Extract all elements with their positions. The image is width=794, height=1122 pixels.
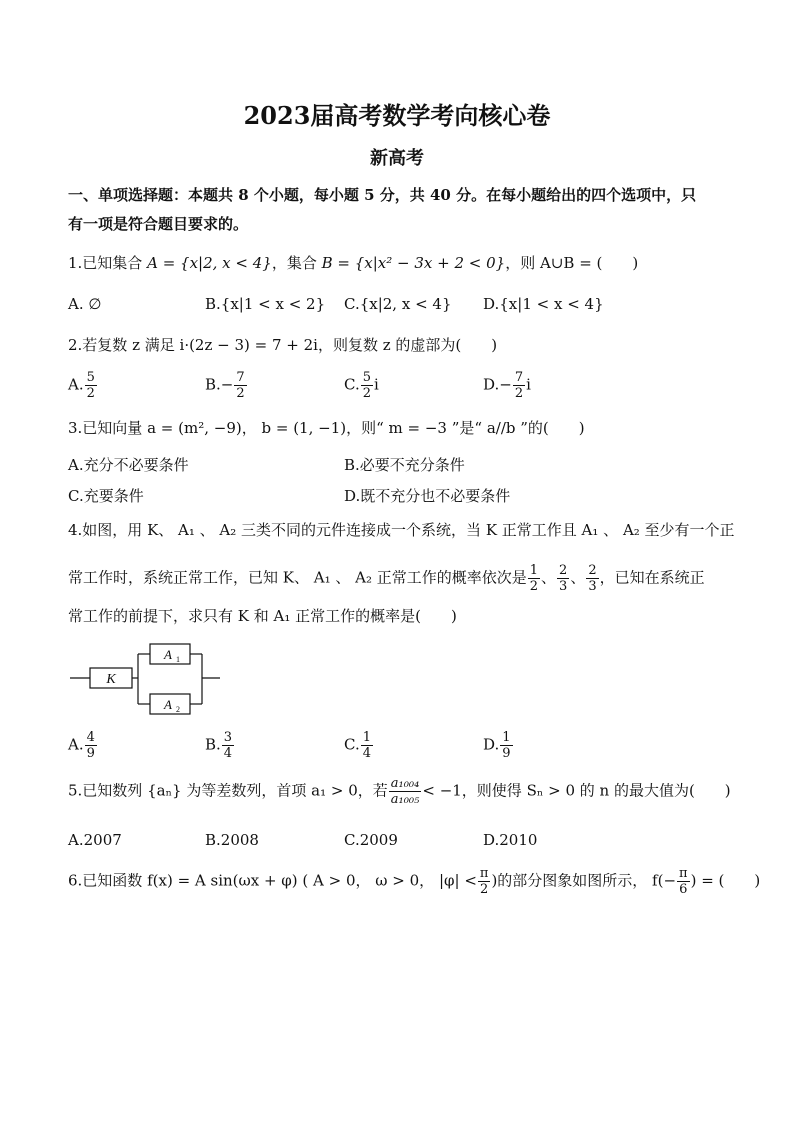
fraction: [234, 370, 246, 401]
option-label: C.: [344, 375, 360, 394]
q4-option-a: [68, 730, 98, 761]
question-4-line3: 常工作的前提下，求只有 K 和 A₁ 正常工作的概率是( ): [68, 607, 457, 625]
option-label: C.: [344, 735, 360, 754]
q2-option-d: [483, 370, 531, 401]
fraction: [513, 370, 525, 401]
q1-mid: ，集合: [271, 254, 317, 272]
component-a2-label: A: [164, 697, 172, 712]
numerator: 5: [362, 370, 371, 385]
numerator: 2: [588, 563, 597, 578]
q4-line2-suffix: ，已知在系统正: [599, 568, 705, 587]
q4-option-d: [483, 730, 514, 761]
denominator: 2: [86, 386, 95, 401]
option-label: D.: [483, 375, 500, 394]
q1-option-b: B.{x|1 < x < 2}: [205, 295, 326, 313]
q1-option-a: A. ∅: [68, 295, 102, 313]
q4-line2-prefix: 常工作时，系统正常工作，已知 K、 A₁ 、 A₂ 正常工作的概率依次是: [68, 568, 527, 587]
option-label: D.: [483, 735, 500, 754]
q6-middle: )的部分图象如图所示， f(−: [491, 871, 677, 890]
question-3-stem: 3.已知向量 a = (m², −9)， b = (1, −1)，则“ m = −3 ”是“ a//b ”的( ): [68, 419, 585, 437]
doc-title: 2023届高考数学考向核心卷: [243, 101, 551, 130]
section-heading: 一、单项选择题：本题共 8 个小题，每小题 5 分，共 40 分。在每小题给出的四个选项中，只: [68, 186, 697, 204]
option-label: A.: [68, 375, 84, 394]
fraction: [361, 730, 373, 761]
option-label: B.: [205, 375, 221, 394]
q3-option-d: D.既不充分也不必要条件: [344, 487, 511, 505]
component-a2-sub: 2: [176, 705, 180, 714]
q5-prefix: 5.已知数列 {aₙ} 为等差数列，首项 a₁ > 0，若: [68, 781, 388, 800]
prob-k: [528, 563, 540, 594]
q1-set-a: A = {x|2, x < 4}: [147, 254, 272, 272]
q5-option-c: C.2009: [344, 831, 398, 849]
doc-subtitle: 新高考: [370, 148, 424, 169]
q1-tail: ，则 A∪B = ( ): [505, 254, 639, 272]
denominator: 2: [514, 386, 524, 401]
option-suffix: i: [374, 375, 379, 394]
question-1-stem: [68, 256, 638, 271]
q6-suffix: ) = ( ): [690, 871, 761, 890]
numerator: π: [679, 866, 688, 881]
numerator: 5: [86, 370, 95, 385]
question-4-line1: 4.如图，用 K、 A₁ 、 A₂ 三类不同的元件连接成一个系统，当 K 正常工作且 A₁ 、 A₂ 至少有一个正: [68, 521, 735, 539]
q5-option-b: B.2008: [205, 831, 259, 849]
denominator: 4: [362, 746, 371, 761]
denominator: 3: [559, 579, 568, 594]
q3-option-a: A.充分不必要条件: [68, 456, 189, 474]
q1-set-b: B = {x|x² − 3x + 2 < 0}: [321, 254, 506, 272]
denominator: a₁₀₀₅: [390, 792, 420, 807]
q3-option-c: C.充要条件: [68, 487, 144, 505]
option-label: A.: [68, 735, 84, 754]
numerator: 1: [362, 730, 371, 745]
q5-option-d: D.2010: [483, 831, 538, 849]
q6-eval-point: [677, 866, 690, 897]
section-heading-cont: 有一项是符合题目要求的。: [68, 215, 249, 233]
denominator: 4: [223, 746, 233, 761]
q3-option-b: B.必要不充分条件: [344, 456, 465, 474]
numerator: 7: [514, 370, 524, 385]
denominator: 9: [86, 746, 95, 761]
q2-option-c: [344, 370, 379, 401]
fraction: [361, 370, 373, 401]
question-2-stem: 2.若复数 z 满足 i·(2z − 3) = 7 + 2i，则复数 z 的虚部为( ): [68, 336, 498, 354]
q4-option-c: [344, 730, 374, 761]
numerator: 3: [223, 730, 233, 745]
numerator: 2: [559, 563, 568, 578]
q1-option-d: D.{x|1 < x < 4}: [483, 295, 604, 313]
question-5-stem: [68, 776, 731, 807]
q6-phi-bound: [478, 866, 491, 897]
q1-option-c: C.{x|2, x < 4}: [344, 295, 452, 313]
q5-suffix: < −1，则使得 Sₙ > 0 的 n 的最大值为( ): [422, 781, 731, 800]
option-suffix: i: [526, 375, 531, 394]
fraction: [500, 730, 512, 761]
fraction: [85, 730, 97, 761]
numerator: 1: [529, 563, 539, 578]
fraction: [222, 730, 234, 761]
numerator: π: [479, 866, 489, 881]
q2-option-a: [68, 370, 98, 401]
q6-prefix: 6.已知函数 f(x) = A sin(ωx + φ) ( A > 0， ω > 0， |φ| <: [68, 871, 477, 890]
numerator: 4: [86, 730, 95, 745]
q4-option-b: [205, 730, 235, 761]
denominator: 2: [480, 882, 489, 897]
numerator: 1: [502, 730, 511, 745]
denominator: 3: [588, 579, 597, 594]
q5-option-a: A.2007: [68, 831, 122, 849]
denominator: 6: [679, 882, 688, 897]
prob-a2: [586, 563, 598, 594]
denominator: 2: [236, 386, 245, 401]
numerator: 7: [236, 370, 245, 385]
q5-ratio: [389, 776, 422, 807]
option-sign: −: [499, 375, 512, 394]
component-a1-sub: 1: [176, 655, 180, 664]
option-sign: −: [220, 375, 234, 394]
component-k-label: K: [106, 672, 116, 687]
numerator: a₁₀₀₄: [390, 776, 420, 791]
q2-option-b: [205, 370, 248, 401]
denominator: 2: [362, 386, 371, 401]
circuit-diagram: [70, 636, 230, 722]
denominator: 9: [502, 746, 511, 761]
denominator: 2: [529, 579, 539, 594]
prob-a1: [557, 563, 569, 594]
question-6-stem: [68, 866, 760, 897]
fraction: [85, 370, 97, 401]
question-4-line2: 常工作时，系统正常工作，已知 K、 A₁ 、 A₂ 正常工作的概率依次是 $\frac{1}{2}$ 、 $\frac{2}{3}$ 、 $\frac{2}{3}$ ，已知在系统正: [68, 563, 705, 594]
component-a1-label: A: [164, 647, 172, 662]
option-label: B.: [205, 735, 221, 754]
q1-prefix: 1.已知集合: [68, 254, 143, 272]
